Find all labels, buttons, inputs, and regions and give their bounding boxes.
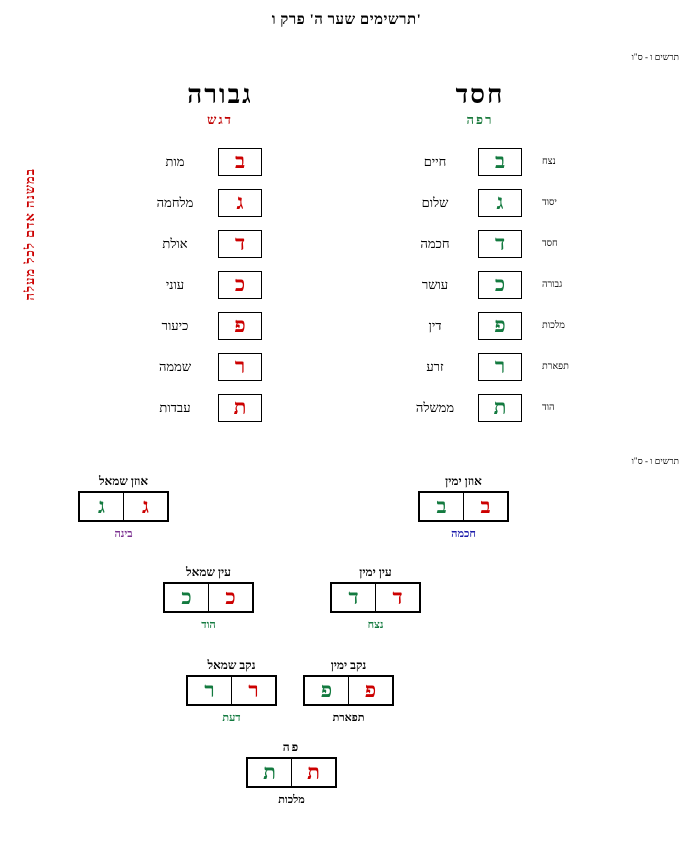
sefirah-tag: חסד — [542, 239, 558, 249]
sefirah-tag: מלכות — [542, 321, 565, 331]
row-label: מלחמה — [156, 195, 194, 210]
row-label: דין — [428, 318, 442, 333]
letter-box — [218, 312, 262, 340]
letter-glyph: פ — [234, 313, 246, 337]
group-caption: חכמה — [451, 528, 476, 540]
pair-cell: פ — [349, 677, 393, 705]
letter-box — [478, 230, 522, 258]
row-label: שלום — [421, 195, 449, 210]
group-title: עין ימין — [359, 565, 392, 579]
sefirah-tag: הוד — [542, 403, 555, 413]
letter-glyph: ר — [494, 354, 506, 378]
row-label: זרע — [426, 359, 444, 374]
pair-cell: כ — [165, 584, 209, 612]
letter-box — [478, 148, 522, 176]
letter-glyph: כ — [234, 272, 246, 296]
letter-box — [218, 353, 262, 381]
pair-cell: ב — [464, 493, 508, 521]
pair-cell: ד — [376, 584, 420, 612]
column-head-chesed — [400, 80, 560, 128]
pair-box — [330, 582, 421, 613]
row-label: חכמה — [420, 236, 450, 251]
pair-cell: ב — [420, 493, 464, 521]
letter-box — [218, 148, 262, 176]
group-caption: דעת — [222, 712, 241, 724]
letter-box — [218, 230, 262, 258]
group-nekev-smol — [186, 658, 277, 724]
pair-cell: ג — [124, 493, 168, 521]
pair-cell: ת — [292, 759, 336, 787]
pair-box — [163, 582, 254, 613]
sefirah-tag: תפארת — [542, 362, 569, 372]
row-label: שממה — [158, 359, 192, 374]
sefirah-tag: נצח — [542, 157, 556, 167]
group-peh — [246, 740, 337, 806]
group-title: אוזן שמאל — [98, 474, 149, 488]
corner-label-top-right: תרשים ו - ס"ו — [631, 52, 679, 62]
pair-box — [78, 491, 169, 522]
row-label: עושר — [421, 277, 449, 292]
letter-glyph: ת — [493, 395, 507, 419]
letter-box — [218, 189, 262, 217]
pair-cell: ג — [80, 493, 124, 521]
letter-glyph: ר — [234, 354, 246, 378]
column-head-chesed-main: חסד — [455, 80, 505, 109]
letter-glyph: פ — [494, 313, 506, 337]
group-title: אוזן ימין — [445, 474, 482, 488]
column-head-gevurah — [140, 80, 300, 128]
sefirah-tag: גבורה — [542, 280, 563, 290]
group-ozen-yamin — [418, 474, 509, 540]
pair-box — [418, 491, 509, 522]
letter-glyph: ת — [233, 395, 247, 419]
letter-box — [478, 189, 522, 217]
row-label: מות — [165, 154, 185, 169]
letter-box — [218, 271, 262, 299]
pair-cell: ר — [188, 677, 232, 705]
group-ozen-smol — [78, 474, 169, 540]
letter-box — [478, 394, 522, 422]
letter-box — [218, 394, 262, 422]
row-label: עבדות — [159, 400, 191, 415]
column-head-chesed-sub: רפה — [466, 112, 494, 127]
group-title: נקב שמאל — [207, 658, 256, 672]
pair-cell: פ — [305, 677, 349, 705]
letter-box — [478, 353, 522, 381]
row-label: חיים — [423, 154, 447, 169]
letter-glyph: ד — [234, 231, 246, 255]
group-caption: הוד — [201, 619, 216, 631]
pair-cell: ד — [332, 584, 376, 612]
letter-glyph: ג — [496, 190, 504, 214]
vertical-note: במשנה אדם לכל מעלה — [22, 168, 37, 301]
row-label: ממשלה — [415, 400, 455, 415]
letter-glyph: ב — [234, 149, 246, 173]
column-head-gevurah-sub: דגש — [207, 112, 233, 127]
letter-glyph: ב — [494, 149, 506, 173]
group-caption: נצח — [367, 619, 384, 631]
group-caption: מלכות — [278, 794, 305, 806]
pair-box — [186, 675, 277, 706]
sefirah-tag: יסוד — [542, 198, 557, 208]
group-nekev-yamin — [303, 658, 394, 724]
pair-box — [303, 675, 394, 706]
pair-box — [246, 757, 337, 788]
group-title: עין שמאל — [186, 565, 231, 579]
row-label: אולת — [162, 236, 188, 251]
column-head-gevurah-main: גבורה — [187, 80, 253, 109]
pair-cell: כ — [209, 584, 253, 612]
group-caption: בינה — [114, 528, 133, 540]
row-label: עוני — [165, 277, 185, 292]
group-ayin-smol — [163, 565, 254, 631]
group-caption: תפארת — [332, 712, 365, 724]
group-title: פה — [282, 740, 301, 754]
letter-glyph: ג — [236, 190, 244, 214]
row-label: כיעור — [161, 318, 189, 333]
corner-label-mid-right: תרשים ו - ס"ו — [631, 456, 679, 466]
pair-cell: ר — [232, 677, 276, 705]
letter-box — [478, 312, 522, 340]
letter-glyph: כ — [494, 272, 506, 296]
group-title: נקב ימין — [330, 658, 367, 672]
group-ayin-yamin — [330, 565, 421, 631]
pair-cell: ת — [248, 759, 292, 787]
letter-glyph: ד — [494, 231, 506, 255]
page-title: תרשימים שער ה' פרק ו' — [271, 12, 422, 28]
letter-box — [478, 271, 522, 299]
